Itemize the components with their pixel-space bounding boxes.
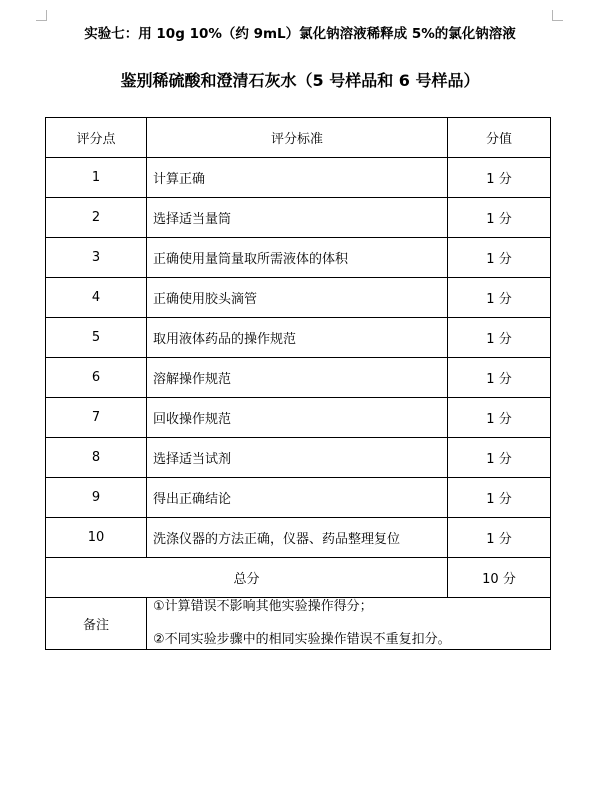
row-point: 10 — [46, 518, 147, 558]
row-score: 1 分 — [448, 478, 551, 518]
scoring-table — [45, 117, 551, 650]
page-corner-mark-right — [552, 10, 563, 21]
remarks-row — [46, 598, 551, 650]
table-row — [46, 158, 551, 198]
row-score: 1 分 — [448, 398, 551, 438]
row-criterion: 得出正确结论 — [147, 478, 448, 518]
row-criterion: 回收操作规范 — [147, 398, 448, 438]
row-score: 1 分 — [448, 278, 551, 318]
row-point: 1 — [46, 158, 147, 198]
row-point: 9 — [46, 478, 147, 518]
table-row — [46, 198, 551, 238]
experiment-subtitle: 鉴别稀硫酸和澄清石灰水（5 号样品和 6 号样品） — [120, 71, 480, 90]
table-row — [46, 238, 551, 278]
row-score: 1 分 — [448, 318, 551, 358]
row-score: 1 分 — [448, 238, 551, 278]
row-criterion: 正确使用胶头滴管 — [147, 278, 448, 318]
total-row — [46, 558, 551, 598]
table-row — [46, 318, 551, 358]
row-score: 1 分 — [448, 438, 551, 478]
table-row — [46, 278, 551, 318]
experiment-title: 实验七：用 10g 10%（约 9mL）氯化钠溶液稀释成 5%的氯化钠溶液 — [84, 26, 516, 42]
row-score: 1 分 — [448, 518, 551, 558]
row-point: 7 — [46, 398, 147, 438]
row-criterion: 溶解操作规范 — [147, 358, 448, 398]
row-criterion: 选择适当试剂 — [147, 438, 448, 478]
table-row — [46, 478, 551, 518]
remark-note-2: ②不同实验步骤中的相同实验操作错误不重复扣分。 — [153, 632, 451, 647]
row-point: 8 — [46, 438, 147, 478]
row-score: 1 分 — [448, 358, 551, 398]
remark-note-1: ①计算错误不影响其他实验操作得分； — [153, 599, 373, 614]
header-criterion: 评分标准 — [147, 118, 448, 158]
page-corner-mark-left — [36, 10, 47, 21]
row-score: 1 分 — [448, 198, 551, 238]
row-criterion: 选择适当量筒 — [147, 198, 448, 238]
table-row — [46, 398, 551, 438]
table-row — [46, 438, 551, 478]
table-header-row — [46, 118, 551, 158]
header-point: 评分点 — [46, 118, 147, 158]
total-label: 总分 — [46, 558, 448, 598]
row-point: 3 — [46, 238, 147, 278]
row-criterion: 计算正确 — [147, 158, 448, 198]
table-row — [46, 518, 551, 558]
row-point: 4 — [46, 278, 147, 318]
row-point: 2 — [46, 198, 147, 238]
table-row — [46, 358, 551, 398]
row-point: 5 — [46, 318, 147, 358]
row-point: 6 — [46, 358, 147, 398]
row-score: 1 分 — [448, 158, 551, 198]
header-score: 分值 — [448, 118, 551, 158]
remarks-label: 备注 — [46, 598, 147, 650]
row-criterion: 取用液体药品的操作规范 — [147, 318, 448, 358]
row-criterion: 洗涤仪器的方法正确，仪器、药品整理复位 — [147, 518, 448, 558]
row-criterion: 正确使用量筒量取所需液体的体积 — [147, 238, 448, 278]
total-score: 10 分 — [448, 558, 551, 598]
remarks-content — [147, 598, 551, 650]
